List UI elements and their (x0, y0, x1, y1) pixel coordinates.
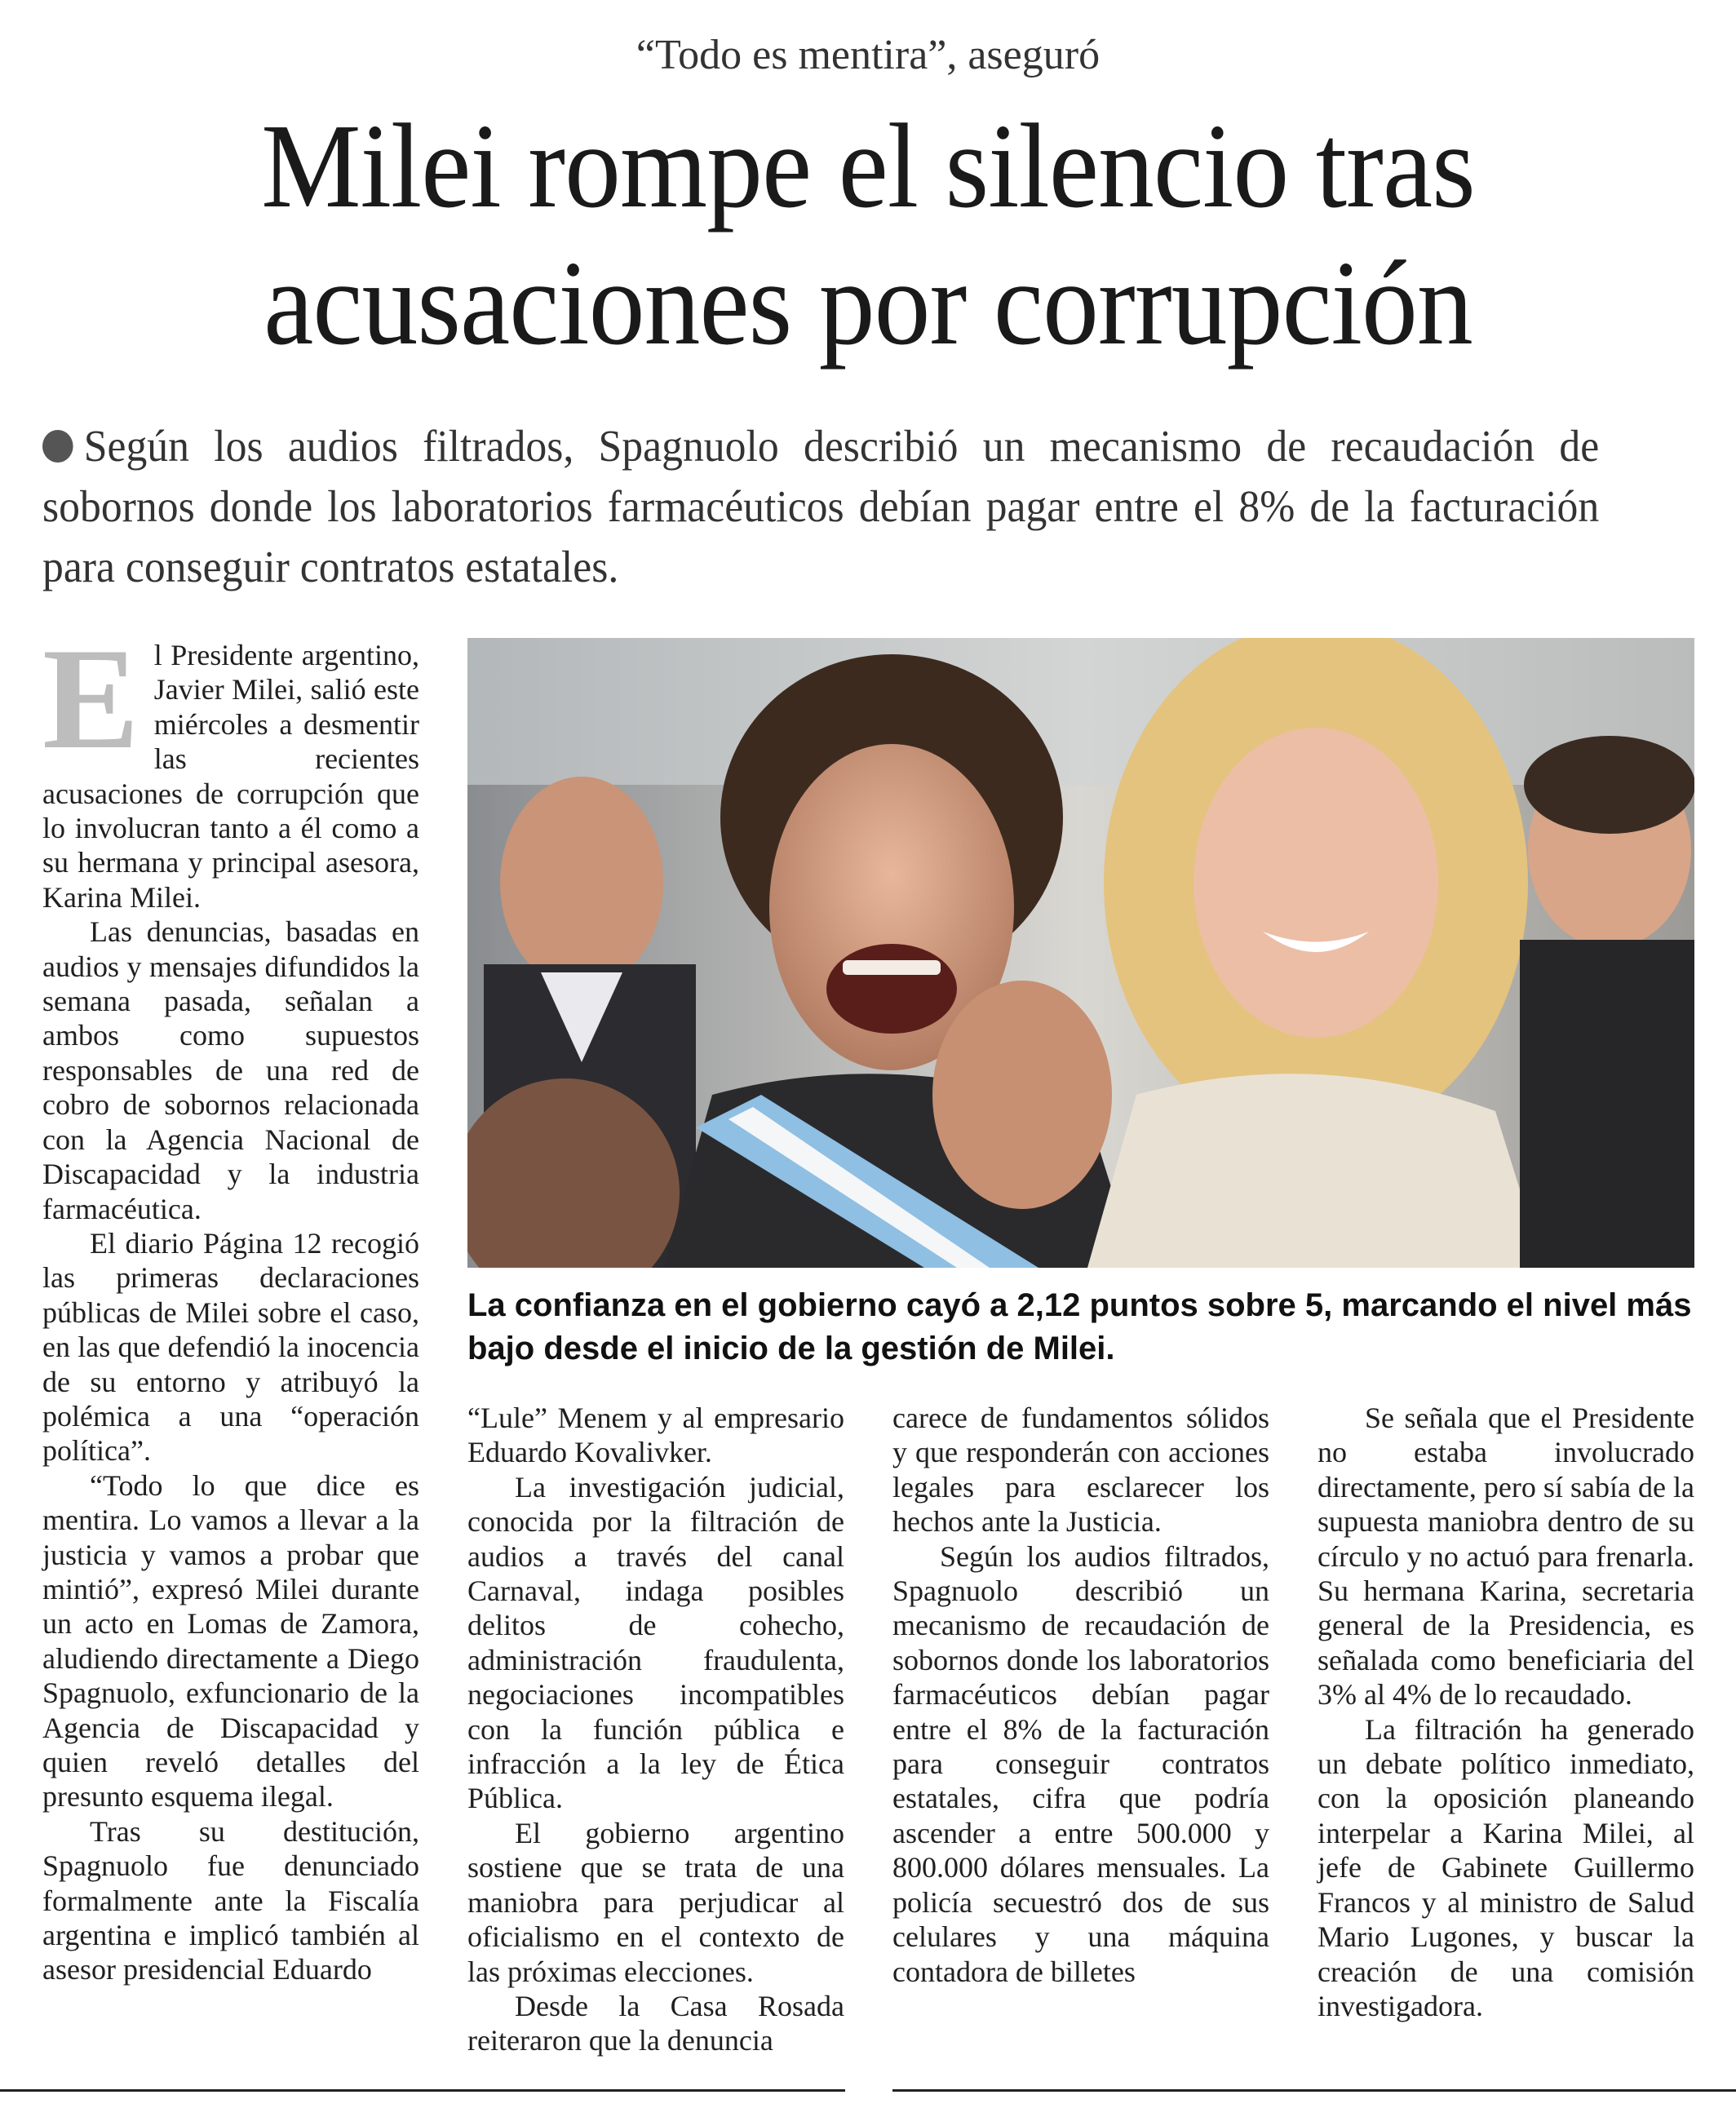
bottom-rule-right (892, 2089, 1736, 2092)
paragraph: El gobierno argentino sostiene que se trata de una maniobra para perjudicar al oficialismo en el contexto de las próximas elecciones. (467, 1816, 844, 1988)
drop-cap: E (42, 618, 140, 779)
paragraph: Según los audios filtrados, Spagnuolo describió un mecanismo de recaudación de sobornos donde los laboratorios farmacéuticos debían pagar entre el 8% de la facturación para conseguir contratos estatales, cifra que podría ascender a entre 500.000 y 800.000 dólares mensuales. La policía secuestró dos de sus celulares y una máquina contadora de billetes (892, 1539, 1269, 1988)
kicker: “Todo es mentira”, aseguró (636, 32, 1100, 78)
article-column-4 (1318, 1401, 1694, 2023)
bottom-rule-left (0, 2089, 845, 2092)
photo-icon (467, 638, 1694, 1268)
paragraph: “Todo lo que dice es mentira. Lo vamos a llevar a la justicia y vamos a probar que mintió”, expresó Milei durante un acto en Lomas de Zamora, aludiendo directamente a Diego Spagnuolo, exfuncionario de la Agencia de Discapacidad y quien reveló detalles del presunto esquema ilegal. (42, 1468, 419, 1814)
article-column-1 (42, 618, 419, 1987)
paragraph: Tras su destitución, Spagnuolo fue denunciado formalmente ante la Fiscalía argentina e implicó también al asesor presidencial Eduardo (42, 1814, 419, 1986)
news-photo (467, 638, 1694, 1268)
deck (42, 416, 1599, 597)
paragraph: La investigación judicial, conocida por la filtración de audios a través del canal Carnaval, indaga posibles delitos de cohecho, administración fraudulenta, negociaciones incompatibles con la función pública e infracción a la ley de Ética Pública. (467, 1470, 844, 1815)
paragraph: carece de fundamentos sólidos y que responderán con acciones legales para esclarecer los hechos ante la Justicia. (892, 1402, 1269, 1539)
paragraph: “Lule” Menem y al empresario Eduardo Kovalivker. (467, 1402, 844, 1469)
article-column-3 (892, 1401, 1269, 1989)
headline-line-2: acusaciones por corrupción (264, 237, 1472, 370)
deck-text: Según los audios filtrados, Spagnuolo describió un mecanismo de recaudación de sobornos donde los laboratorios farmacéuticos debían pagar entre el 8% de la facturación para conseguir contratos estatales. (42, 421, 1600, 591)
article-column-2 (467, 1401, 844, 2058)
paragraph: l Presidente argentino, Javier Milei, salió este miércoles a desmentir las recientes acusaciones de corrupción que lo involucran tanto a él como a su hermana y principal asesora, Karina Milei. (42, 639, 419, 914)
paragraph: Desde la Casa Rosada reiteraron que la denuncia (467, 1989, 844, 2057)
paragraph: Las denuncias, basadas en audios y mensajes difundidos la semana pasada, señalan a ambos como supuestos responsables de una red de cobro de sobornos relacionada con la Agencia Nacional de Discapacidad y la industria farmacéutica. (42, 915, 419, 1225)
paragraph: Se señala que el Presidente no estaba involucrado directamente, pero sí sabía de la supuesta maniobra dentro de su círculo y no actuó para frenarla. Su hermana Karina, secretaria general de la Presidencia, es señalada como beneficiaria del 3% al 4% de lo recaudado. (1318, 1402, 1694, 1712)
headline-line-1: Milei rompe el silencio tras (261, 100, 1475, 233)
headline (91, 98, 1645, 372)
paragraph: El diario Página 12 recogió las primeras declaraciones públicas de Milei sobre el caso, en las que defendió la inocencia de su entorno y atribuyó la polémica a una “operación política”. (42, 1226, 419, 1468)
paragraph: La filtración ha generado un debate político inmediato, con la oposición planeando interpelar a Karina Milei, al jefe de Gabinete Guillermo Francos y al ministro de Salud Mario Lugones, y buscar la creación de una comisión investigadora. (1318, 1712, 1694, 2022)
bullet-icon (42, 430, 73, 463)
photo-caption: La confianza en el gobierno cayó a 2,12 puntos sobre 5, marcando el nivel más bajo desde el inicio de la gestión de Milei. (467, 1287, 1692, 1366)
